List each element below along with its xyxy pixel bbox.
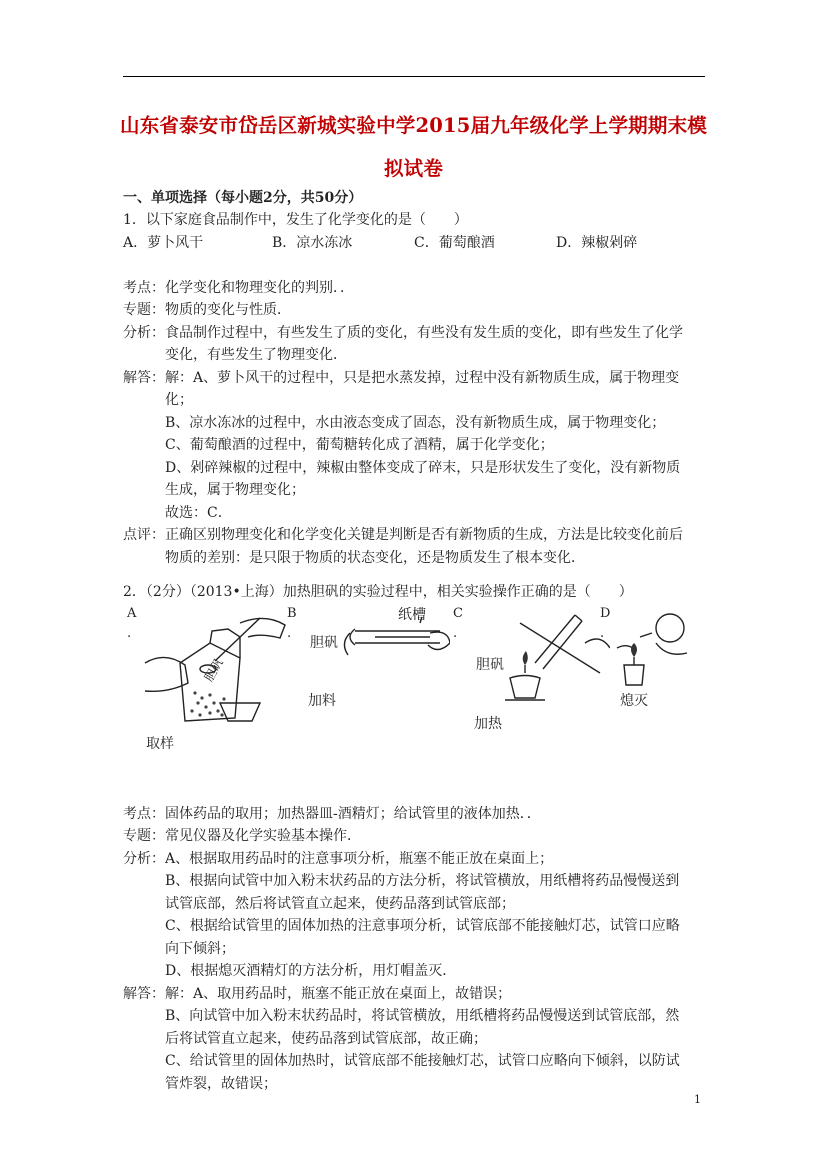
- q1-option-c: C．葡萄酿酒: [414, 235, 495, 251]
- q2-option-d-letter: D: [600, 606, 611, 621]
- q2-option-c-dot: .: [453, 626, 458, 641]
- q2-stem: 2．（2分）（2013•上海）加热胆矾的实验过程中，相关实验操作正确的是（ ）: [123, 584, 633, 600]
- q2-zhuanti: 专题：常见仪器及化学实验基本操作．: [123, 828, 361, 844]
- page-title-line-1: 山东省泰安市岱岳区新城实验中学2015届九年级化学上学期期末模: [120, 114, 707, 137]
- q2-option-d-dot: .: [600, 626, 605, 641]
- q2-fenxi-b-cont: 试管底部，然后将试管直立起来，使药品落到试管底部；: [165, 896, 515, 912]
- q1-zhuanti: 专题：物质的变化与性质．: [123, 302, 291, 318]
- q2-fenxi-c: C、根据给试管里的固体加热的注意事项分析，试管底部不能接触灯芯，试管口应略: [165, 918, 680, 934]
- q1-stem: 1．以下家庭食品制作中，发生了化学变化的是（ ）: [123, 212, 468, 228]
- figure-b-label-paper: 纸槽: [398, 607, 426, 623]
- q2-jieda-c: C、给试管里的固体加热时，试管底部不能接触灯芯，试管口应略向下倾斜，以防试: [165, 1053, 680, 1069]
- q2-fenxi-b: B、根据向试管中加入粉末状药品的方法分析，将试管横放，用纸槽将药品慢慢送到: [165, 873, 680, 889]
- q2-option-c-letter: C: [453, 606, 463, 621]
- q2-option-b-letter: B: [287, 606, 297, 621]
- figure-b-label-powder: 胆矾: [310, 635, 338, 651]
- q1-fenxi: 分析：食品制作过程中，有些发生了质的变化，有些没有发生质的变化，即有些发生了化学: [123, 325, 683, 341]
- q2-fenxi-d: D、根据熄灭酒精灯的方法分析，用灯帽盖灭．: [165, 963, 457, 979]
- q2-option-b-dot: .: [287, 626, 292, 641]
- q1-kaodian: 考点：化学变化和物理变化的判别．．: [123, 280, 354, 296]
- page-title-line-2: 拟试卷: [383, 157, 444, 180]
- q1-jieda-cont: 化；: [165, 392, 193, 408]
- q2-option-a-letter: A: [127, 606, 137, 621]
- figure-a-caption: 取样: [146, 736, 174, 752]
- header-rule: [123, 76, 705, 77]
- q2-jieda-b: B、向试管中加入粉末状药品时，将试管横放，用纸槽将药品慢慢送到试管底部，然: [165, 1008, 680, 1024]
- figure-c-label-powder: 胆矾: [476, 657, 504, 673]
- q1-answer: 故选：C．: [165, 505, 232, 521]
- q1-option-a: A．萝卜风干: [123, 235, 204, 251]
- q2-fenxi-c-cont: 向下倾斜；: [165, 941, 235, 957]
- q2-jieda-a: 解答：解：A、取用药品时，瓶塞不能正放在桌面上，故错误；: [123, 986, 512, 1002]
- q2-option-a-dot: .: [127, 626, 132, 641]
- q1-jieda-d-cont: 生成，属于物理变化；: [165, 482, 305, 498]
- q1-jieda-b: B、凉水冻冰的过程中，水由液态变成了固态，没有新物质生成，属于物理变化；: [165, 415, 666, 431]
- page-number: 1: [694, 1093, 701, 1106]
- figure-c-caption: 加热: [474, 716, 502, 732]
- q2-jieda-b-cont: 后将试管直立起来，使药品落到试管底部，故正确；: [165, 1031, 487, 1047]
- q1-jieda-c: C、葡萄酿酒的过程中，葡萄糖转化成了酒精，属于化学变化；: [165, 437, 554, 453]
- q2-jieda-c-cont: 管炸裂，故错误；: [165, 1076, 277, 1092]
- q1-fenxi-cont: 变化，有些发生了物理变化．: [165, 347, 347, 363]
- q1-option-b: B．凉水冻冰: [272, 235, 353, 251]
- q2-kaodian: 考点：固体药品的取用；加热器皿-酒精灯；给试管里的液体加热．．: [123, 806, 541, 822]
- figure-d-extinguish: [612, 603, 707, 693]
- figure-d-caption: 熄灭: [620, 693, 648, 709]
- q1-jieda-d: D、剁碎辣椒的过程中，辣椒由整体变成了碎末，只是形状发生了变化，没有新物质: [165, 460, 681, 476]
- section-heading: 一、单项选择（每小题2分，共50分）: [123, 190, 363, 206]
- q2-fenxi-a: 分析：A、根据取用药品时的注意事项分析，瓶塞不能正放在桌面上；: [123, 851, 554, 867]
- q1-dianping: 点评：正确区别物理变化和化学变化关键是判断是否有新物质的生成，方法是比较变化前后: [123, 527, 683, 543]
- q1-jieda: 解答：解：A、萝卜风干的过程中，只是把水蒸发掉，过程中没有新物质生成，属于物理变: [123, 370, 680, 386]
- figure-a-bottle-label: 胆矾: [201, 656, 226, 684]
- q1-dianping-cont: 物质的差别：是只限于物质的状态变化，还是物质发生了根本变化．: [165, 550, 585, 566]
- q1-option-d: D．辣椒剁碎: [556, 235, 638, 251]
- figure-b-caption: 加料: [308, 693, 336, 709]
